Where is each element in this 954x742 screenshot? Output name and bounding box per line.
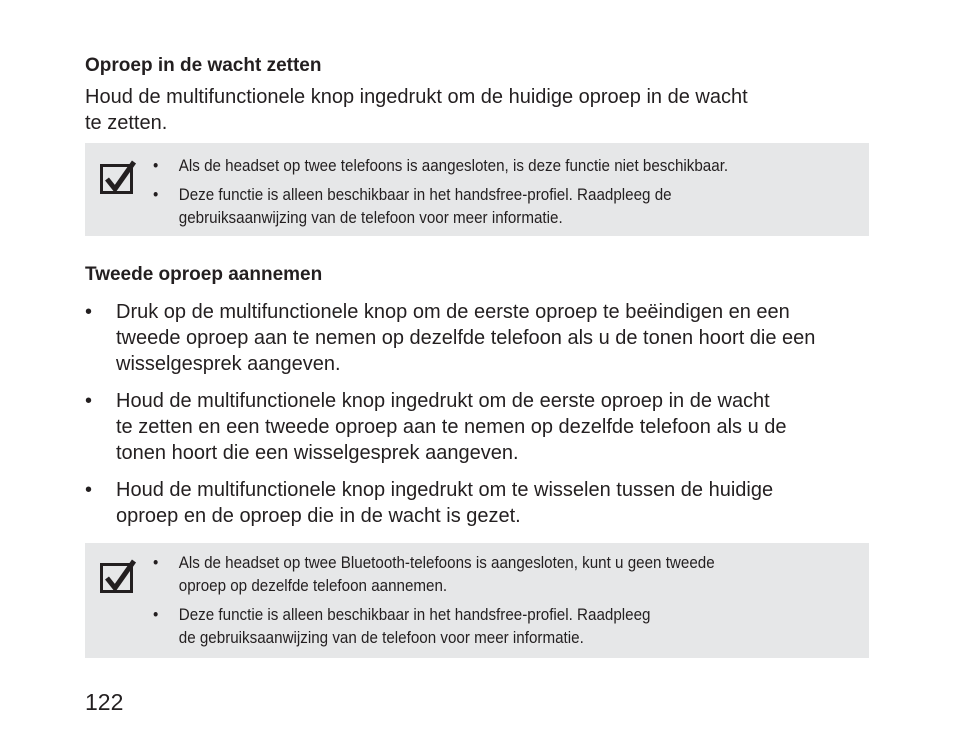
note-line: Deze functie is alleen beschikbaar in het handsfree-profiel. Raadpleeg xyxy=(178,606,651,624)
checkmark-box-icon xyxy=(100,160,137,194)
list-item xyxy=(85,299,869,377)
page-number: 122 xyxy=(85,689,124,715)
list-item xyxy=(85,477,869,529)
checkmark-box-icon xyxy=(100,559,137,593)
bullet-line: wisselgesprek aangeven. xyxy=(116,353,341,375)
bullet-mark: • xyxy=(153,186,159,204)
bullet-mark: • xyxy=(153,157,159,175)
bullet-line: Houd de multifunctionele knop ingedrukt om te wisselen tussen de huidige xyxy=(116,479,774,501)
note-line: Als de headset op twee telefoons is aangesloten, is deze functie niet beschikbaar. xyxy=(178,157,729,175)
bullet-mark: • xyxy=(85,479,93,501)
paragraph-line: te zetten. xyxy=(85,112,168,134)
note-item xyxy=(153,552,803,598)
second-call-bullets xyxy=(85,299,869,529)
note-box-1 xyxy=(85,143,869,236)
bullet-line: Houd de multifunctionele knop ingedrukt om de eerste oproep in de wacht xyxy=(116,390,770,412)
note-item xyxy=(153,155,803,178)
list-item xyxy=(85,388,869,466)
bullet-line: te zetten en een tweede oproep aan te nemen op dezelfde telefoon als u de xyxy=(116,416,787,438)
bullet-mark: • xyxy=(153,554,159,572)
bullet-line: oproep en de oproep die in de wacht is gezet. xyxy=(116,505,521,527)
paragraph-line: Houd de multifunctionele knop ingedrukt om de huidige oproep in de wacht xyxy=(85,86,748,108)
note-line: Als de headset op twee Bluetooth-telefoons is aangesloten, kunt u geen tweede xyxy=(178,554,715,572)
bullet-line: tweede oproep aan te nemen op dezelfde telefoon als u de tonen hoort die een xyxy=(116,327,816,349)
bullet-mark: • xyxy=(85,390,93,412)
note-list xyxy=(153,552,859,650)
note-list xyxy=(153,155,859,230)
bullet-mark: • xyxy=(153,606,159,624)
note-line: de gebruiksaanwijzing van de telefoon voor meer informatie. xyxy=(178,629,584,647)
bullet-line: Druk op de multifunctionele knop om de eerste oproep te beëindigen en een xyxy=(116,301,790,323)
note-box-2 xyxy=(85,543,869,658)
note-line: Deze functie is alleen beschikbaar in het handsfree-profiel. Raadpleeg de xyxy=(178,186,672,204)
section-heading-hold-call: Oproep in de wacht zetten xyxy=(85,55,322,76)
bullet-mark: • xyxy=(85,301,93,323)
section-heading-second-call: Tweede oproep aannemen xyxy=(85,264,323,285)
note-line: oproep op dezelfde telefoon aannemen. xyxy=(178,577,448,595)
bullet-line: tonen hoort die een wisselgesprek aangeven. xyxy=(116,442,519,464)
hold-call-paragraph xyxy=(85,84,748,136)
note-line: gebruiksaanwijzing van de telefoon voor meer informatie. xyxy=(178,209,563,227)
note-item xyxy=(153,604,803,650)
note-item xyxy=(153,184,803,230)
